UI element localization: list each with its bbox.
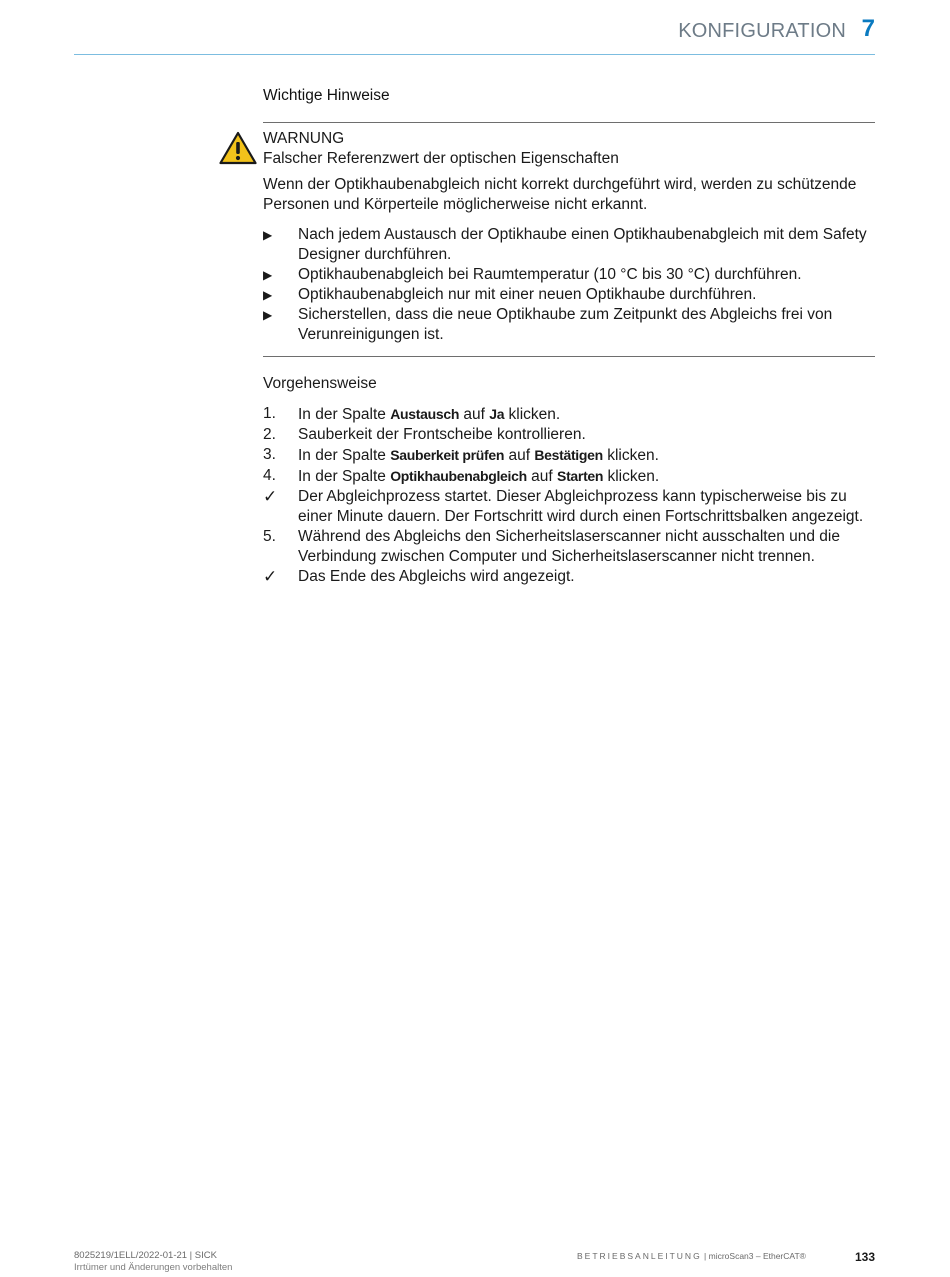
warning-triangle-icon	[219, 131, 257, 165]
warning-measure-text: Nach jedem Austausch der Optikhaube einen Optikhaubenabgleich mit dem Safety Designer durchführen.	[298, 226, 867, 263]
warning-measure-item	[263, 265, 875, 285]
checkmark-icon: ✓	[263, 487, 278, 506]
chapter-number: 7	[861, 15, 875, 42]
warning-measure-text: Optikhaubenabgleich nur mit einer neuen Optikhaube durchführen.	[298, 286, 757, 303]
procedure-result	[263, 487, 875, 527]
ui-term: Optikhaubenabgleich	[390, 468, 527, 484]
ui-term: Austausch	[390, 406, 460, 422]
triangle-bullet-icon: ▶	[263, 308, 273, 322]
procedure-step	[263, 466, 875, 487]
step-number: 1.	[263, 405, 276, 422]
checkmark-icon: ✓	[263, 567, 278, 586]
footer-product: | microScan3 – EtherCAT®	[701, 1251, 806, 1261]
warning-measures-list	[263, 225, 875, 345]
ui-term: Bestätigen	[534, 447, 603, 463]
step-text: In der Spalte Optikhaubenabgleich auf Starten klicken.	[298, 468, 660, 485]
procedure-step	[263, 445, 875, 466]
warning-measure-text: Optikhaubenabgleich bei Raumtemperatur (10 °C bis 30 °C) durchführen.	[298, 266, 802, 283]
warning-measure-item	[263, 305, 875, 345]
chapter-title: KONFIGURATION	[678, 20, 846, 42]
ui-term: Sauberkeit prüfen	[390, 447, 505, 463]
procedure-step	[263, 404, 875, 425]
step-number: 2.	[263, 426, 276, 443]
warning-description: Wenn der Optikhaubenabgleich nicht korrekt durchgeführt wird, werden zu schützende Personen und Körperteile möglicherweise nicht erkannt.	[263, 176, 857, 213]
step-text: Sauberkeit der Frontscheibe kontrollieren.	[298, 426, 586, 443]
footer-product-info	[577, 1251, 806, 1261]
step-number: 4.	[263, 467, 276, 484]
procedure-steps	[263, 404, 875, 587]
ui-term: Ja	[489, 406, 505, 422]
result-text: Der Abgleichprozess startet. Dieser Abgleichprozess kann typischerweise bis zu einer Minute dauern. Der Fortschritt wird durch einen Fortschrittsbalken angezeigt.	[298, 488, 864, 525]
step-text: In der Spalte Sauberkeit prüfen auf Bestätigen klicken.	[298, 447, 659, 464]
step-text: In der Spalte Austausch auf Ja klicken.	[298, 406, 561, 423]
footer-document-info	[74, 1250, 232, 1274]
step-text: Während des Abgleichs den Sicherheitslaserscanner nicht ausschalten und die Verbindung zwischen Computer und Sicherheitslaserscanner nicht trennen.	[298, 528, 840, 565]
footer-doc-id: 8025219/1ELL/2022-01-21 | SICK	[74, 1250, 217, 1261]
procedure-step	[263, 425, 875, 445]
warning-subtitle: Falscher Referenzwert der optischen Eigenschaften	[263, 150, 619, 167]
warning-measure-text: Sicherstellen, dass die neue Optikhaube zum Zeitpunkt des Abgleichs frei von Verunreinigungen ist.	[298, 306, 833, 343]
result-text: Das Ende des Abgleichs wird angezeigt.	[298, 568, 575, 585]
triangle-bullet-icon: ▶	[263, 268, 273, 282]
main-content	[263, 86, 875, 587]
page-number: 133	[854, 1250, 875, 1264]
warning-title: WARNUNG	[263, 130, 345, 147]
warning-measure-item	[263, 285, 875, 305]
ui-term: Starten	[557, 468, 604, 484]
step-number: 5.	[263, 528, 276, 545]
notes-heading: Wichtige Hinweise	[263, 87, 390, 104]
footer-doc-type: BETRIEBSANLEITUNG	[577, 1251, 702, 1261]
triangle-bullet-icon: ▶	[263, 288, 273, 302]
step-number: 3.	[263, 446, 276, 463]
page-header	[74, 14, 875, 55]
procedure-step	[263, 527, 875, 567]
footer-disclaimer: Irrtümer und Änderungen vorbehalten	[74, 1262, 233, 1273]
warning-measure-item	[263, 225, 875, 265]
procedure-result	[263, 567, 875, 587]
procedure-heading: Vorgehensweise	[263, 375, 377, 392]
triangle-bullet-icon: ▶	[263, 228, 273, 242]
warning-box	[263, 122, 875, 357]
